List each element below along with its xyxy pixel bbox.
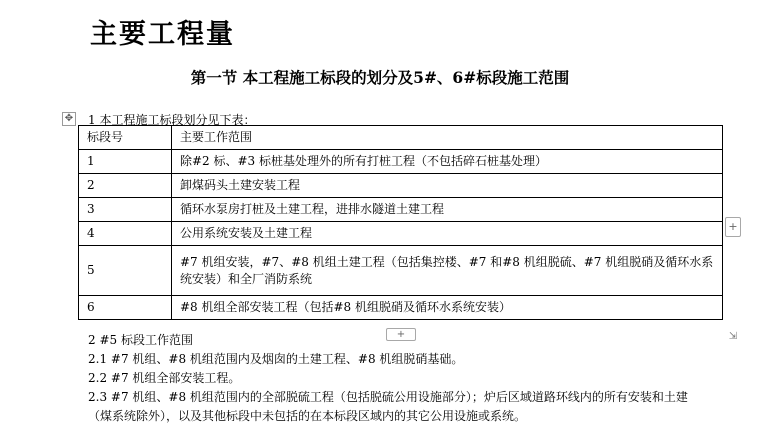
table-header-row [79, 126, 723, 150]
section-heading: 第一节 本工程施工标段的划分及5#、6#标段施工范围 [190, 68, 570, 87]
document-title: 主要工程量 [90, 19, 235, 50]
paragraph: 2.2 #7 机组全部安装工程。 [88, 371, 241, 385]
section-no-cell[interactable]: 4 [79, 222, 172, 246]
section-body [88, 331, 698, 426]
add-column-plus-icon[interactable]: + [725, 217, 741, 237]
section-table[interactable] [78, 125, 723, 320]
table-row [79, 296, 723, 320]
table-row [79, 222, 723, 246]
table-row [79, 150, 723, 174]
scope-cell[interactable]: 卸煤码头土建安装工程 [172, 174, 723, 198]
table-row [79, 174, 723, 198]
scope-cell[interactable]: 公用系统安装及土建工程 [172, 222, 723, 246]
table-intro: 1 本工程施工标段划分见下表： [88, 113, 256, 127]
header-section-no[interactable]: 标段号 [79, 126, 172, 150]
paragraph: 2.1 #7 机组、#8 机组范围内及烟囱的土建工程、#8 机组脱硝基础。 [88, 352, 464, 366]
scope-cell[interactable]: 除#2 标、#3 标桩基处理外的所有打桩工程（不包括碎石桩基处理） [172, 150, 723, 174]
paragraph: 2.3 #7 机组、#8 机组范围内的全部脱硫工程（包括脱硫公用设施部分）；炉后区域道路环线内的所有安装和土建（煤系统除外），以及其他标段中未包括的在本标段区域内的其它公用设施或系统。 [88, 390, 688, 423]
section-no-cell[interactable]: 3 [79, 198, 172, 222]
section-no-cell[interactable]: 5 [79, 246, 172, 296]
scope-cell[interactable]: 循环水泵房打桩及土建工程，进排水隧道土建工程 [172, 198, 723, 222]
section-no-cell[interactable]: 2 [79, 174, 172, 198]
scope-cell[interactable]: #7 机组安装，#7、#8 机组土建工程（包括集控楼、#7 和#8 机组脱硫、#7 机组脱硝及循环水系统安装）和全厂消防系统 [172, 246, 723, 296]
add-row-plus-icon[interactable]: + [386, 328, 416, 341]
table-resize-icon[interactable]: ⇲ [728, 331, 738, 342]
paragraph: 2 #5 标段工作范围 [88, 333, 193, 347]
header-scope[interactable]: 主要工作范围 [172, 126, 723, 150]
scope-cell[interactable]: #8 机组全部安装工程（包括#8 机组脱硝及循环水系统安装） [172, 296, 723, 320]
section-no-cell[interactable]: 6 [79, 296, 172, 320]
table-row [79, 246, 723, 296]
table-row [79, 198, 723, 222]
table-move-icon[interactable]: ✥ [62, 112, 76, 126]
section-no-cell[interactable]: 1 [79, 150, 172, 174]
